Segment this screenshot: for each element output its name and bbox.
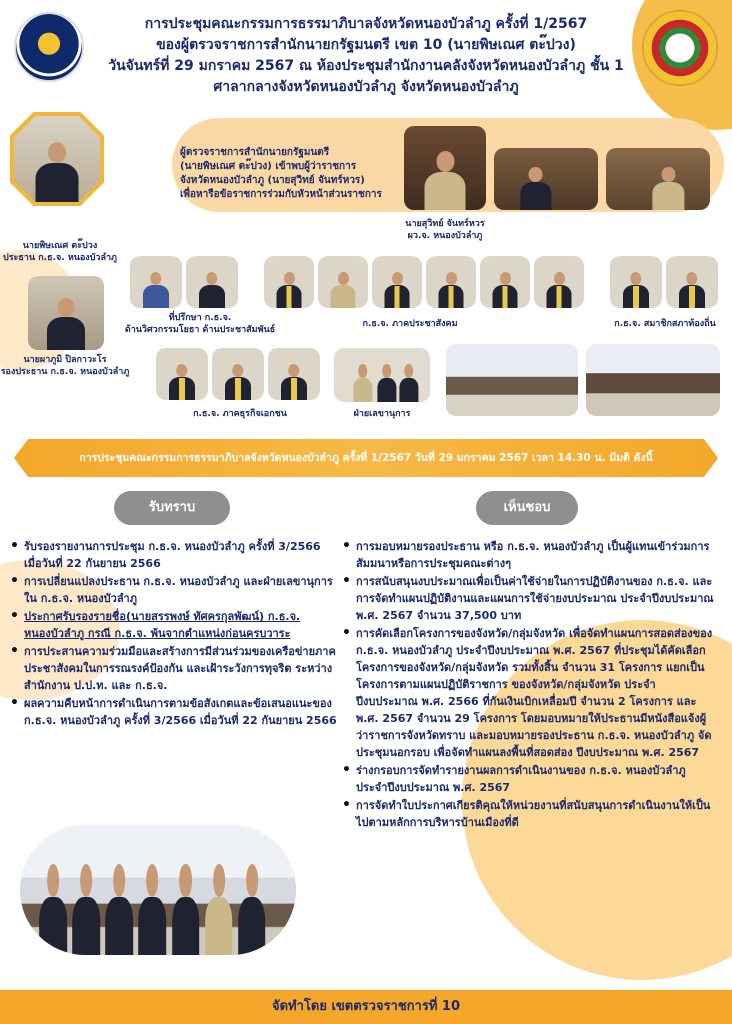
- business-photo-1: [156, 348, 208, 400]
- approved-pill: เห็นชอบ: [476, 491, 578, 525]
- advisor-line-2: ด้านวิศวกรรมโยธา ด้านประชาสัมพันธ์: [124, 325, 276, 335]
- list-item: • การประสานความร่วมมือและสร้างการมีส่วนร่วมของเครือข่ายภาคประชาสังคมในการรณรงค์ป้องกัน และเฝ้าระวังการทุจริต ระหว่างสำนักงาน ป.ป.ท. และ ก.ธ.จ.: [8, 643, 338, 694]
- list-item: • ร่างกรอบการจัดทำรายงานผลการดำเนินงานของ ก.ธ.จ. หนองบัวลำภู ประจำปีงบประมาณ พ.ศ. 2567: [340, 762, 716, 796]
- province-seal-logo: [642, 10, 718, 86]
- local-caption: ก.ธ.จ. สมาชิกสภาท้องถิ่น: [614, 319, 716, 329]
- chair-name: นายพิษเณศ ตะ๊ปวง: [22, 241, 98, 251]
- vice-chair-caption: [0, 354, 130, 378]
- info-line-2: (นายพิษเณศ ตะ๊ปวง) เข้าพบผู้ว่าราชการ: [180, 161, 357, 172]
- info-line-1: ผู้ตรวจราชการสำนักนายกรัฐมนตรี: [180, 147, 330, 158]
- business-photo-2: [212, 348, 264, 400]
- vice-chair-role: รองประธาน ก.ธ.จ. หนองบัวลำภู: [0, 367, 130, 377]
- business-caption: ก.ธ.จ. ภาคธุรกิจเอกชน: [193, 409, 287, 419]
- civil-photo-4: [426, 256, 476, 308]
- civil-photo-2: [318, 256, 368, 308]
- vice-chair-photo: [28, 276, 104, 350]
- resolution-banner-text: การประชุมคณะกรรมการธรรมาภิบาลจังหวัดหนองบัวลำภู ครั้งที่ 1/2567 วันที่ 29 มกราคม 2567 เวลา 14.30 น. มีมติ ดังนี้: [79, 452, 653, 464]
- footer: จัดทำโดย เขตตรวจราชการที่ 10: [0, 990, 732, 1024]
- title-line-2: ของผู้ตรวจราชการสำนักนายกรัฐมนตรี เขต 10 (นายพิษเณศ ตะ๊ปวง): [156, 37, 576, 53]
- chair-photo: [14, 116, 100, 202]
- meeting-photo-2: [606, 148, 710, 210]
- civil-photo-3: [372, 256, 422, 308]
- local-photo-2: [666, 256, 718, 308]
- list-item: • การคัดเลือกโครงการของจังหวัด/กลุ่มจังหวัด เพื่อจัดทำแผนการสอดส่องของ ก.ธ.จ. หนองบัวลำภู ประจำปีงบประมาณ พ.ศ. 2567 ที่ประชุมได้คัดเลือกโครงการของจังหวัด/กลุ่มจังหวัด รวมทั้งสิ้น จำนวน 31 โครงการ แยกเป็น โครงการตามแผนปฏิบัติราชการ ของจังหวัด/กลุ่มจังหวัด ประจำปีงบประมาณ พ.ศ. 2566 ที่กันเงินเบิกเหลื่อมปี จำนวน 2 โครงการ และ พ.ศ. 2567 จำนวน 29 โครงการ โดยมอบหมายให้ประธานมีหนังสือแจ้งผู้ว่าราชการจังหวัดทราบ และมอบหมายรองประธาน ก.ธ.จ. หนองบัวลำภู จัดประชุมนอกรอบ เพื่อจัดทำแผนลงพื้นที่สอดส่อง ปีงบประมาณ พ.ศ. 2567: [340, 625, 716, 761]
- governor-caption: [396, 218, 494, 242]
- info-line-4: เพื่อหารือข้อราชการร่วมกับหัวหน้าส่วนราชการ: [180, 189, 382, 200]
- advisor-caption: [120, 312, 280, 336]
- acknowledged-pill: รับทราบ: [114, 491, 230, 525]
- civil-photo-1: [264, 256, 314, 308]
- list-item: • รับรองรายงานการประชุม ก.ธ.จ. หนองบัวลำภู ครั้งที่ 3/2566 เมื่อวันที่ 22 กันยายน 2566: [8, 538, 338, 572]
- meeting-room-photo-2: [586, 344, 720, 416]
- governor-role: ผว.จ. หนองบัวลำภู: [407, 231, 483, 241]
- chair-role: ประธาน ก.ธ.จ. หนองบัวลำภู: [3, 253, 117, 263]
- secretariat-caption: ฝ่ายเลขานุการ: [353, 409, 411, 419]
- meeting-photo-1: [494, 148, 598, 210]
- list-item: • การเปลี่ยนแปลงประธาน ก.ธ.จ. หนองบัวลำภู และฝ่ายเลขานุการใน ก.ธ.จ. หนองบัวลำภู: [8, 573, 338, 607]
- group-photo: [20, 825, 296, 955]
- civil-photo-6: [534, 256, 584, 308]
- civil-caption: ก.ธ.จ. ภาคประชาสังคม: [362, 319, 458, 329]
- page-title: [96, 14, 636, 98]
- info-text: [180, 146, 400, 202]
- approved-list: [340, 538, 716, 832]
- advisor-photo-1: [130, 256, 182, 308]
- list-item: • การมอบหมายรองประธาน หรือ ก.ธ.จ. หนองบัวลำภู เป็นผู้แทนเข้าร่วมการสัมมนาหรือการประชุมคณะต่างๆ: [340, 538, 716, 572]
- local-photo-1: [610, 256, 662, 308]
- business-photo-3: [268, 348, 320, 400]
- list-item: • ผลความคืบหน้าการดำเนินการตามข้อสังเกตและข้อเสนอแนะของ ก.ธ.จ. หนองบัวลำภู ครั้งที่ 3/2566 เมื่อวันที่ 22 กันยายน 2566: [8, 695, 338, 729]
- title-line-4: ศาลากลางจังหวัดหนองบัวลำภู จังหวัดหนองบัวลำภู: [213, 79, 519, 95]
- list-item: • ประกาศรับรองรายชื่อ(นายสรรพงษ์ ทัศครกุลพัฒน์) ก.ธ.จ. หนองบัวลำภู กรณี ก.ธ.จ. พ้นจากตำแหน่งก่อนครบวาระ: [8, 608, 338, 642]
- title-line-1: การประชุมคณะกรรมการธรรมาภิบาลจังหวัดหนองบัวลำภู ครั้งที่ 1/2567: [144, 16, 588, 32]
- acknowledged-list: [8, 538, 338, 730]
- governor-name: นายสุวิทย์ จันทร์หวร: [405, 219, 485, 229]
- chair-caption: [0, 240, 120, 264]
- title-line-3: วันจันทร์ที่ 29 มกราคม 2567 ณ ห้องประชุมสำนักงานคลังจังหวัดหนองบัวลำภู ชั้น 1: [108, 58, 624, 74]
- civil-photo-5: [480, 256, 530, 308]
- governor-photo: [404, 126, 486, 210]
- info-line-3: จังหวัดหนองบัวลำภู (นายสุวิทย์ จันทร์หวร): [180, 175, 365, 186]
- vice-chair-name: นายผาภูมิ ปิลกาวะโร: [23, 355, 107, 365]
- advisor-photo-2: [186, 256, 238, 308]
- advisor-line-1: ที่ปรึกษา ก.ธ.จ.: [168, 313, 232, 323]
- list-item: • การสนับสนุนงบประมาณเพื่อเป็นค่าใช้จ่ายในการปฏิบัติงานของ ก.ธ.จ. และการจัดทำแผนปฏิบัติงานและแผนการใช้จ่ายงบประมาณ ประจำปีงบประมาณ พ.ศ. 2567 จำนวน 37,500 บาท: [340, 573, 716, 624]
- list-item: • การจัดทำใบประกาศเกียรติคุณให้หน่วยงานที่สนับสนุนการดำเนินงานให้เป็นไปตามหลักการบริหารบ้านเมืองที่ดี: [340, 797, 716, 831]
- meeting-room-photo-1: [446, 344, 578, 416]
- secretariat-photo: [334, 348, 430, 402]
- office-seal-logo: [14, 12, 84, 82]
